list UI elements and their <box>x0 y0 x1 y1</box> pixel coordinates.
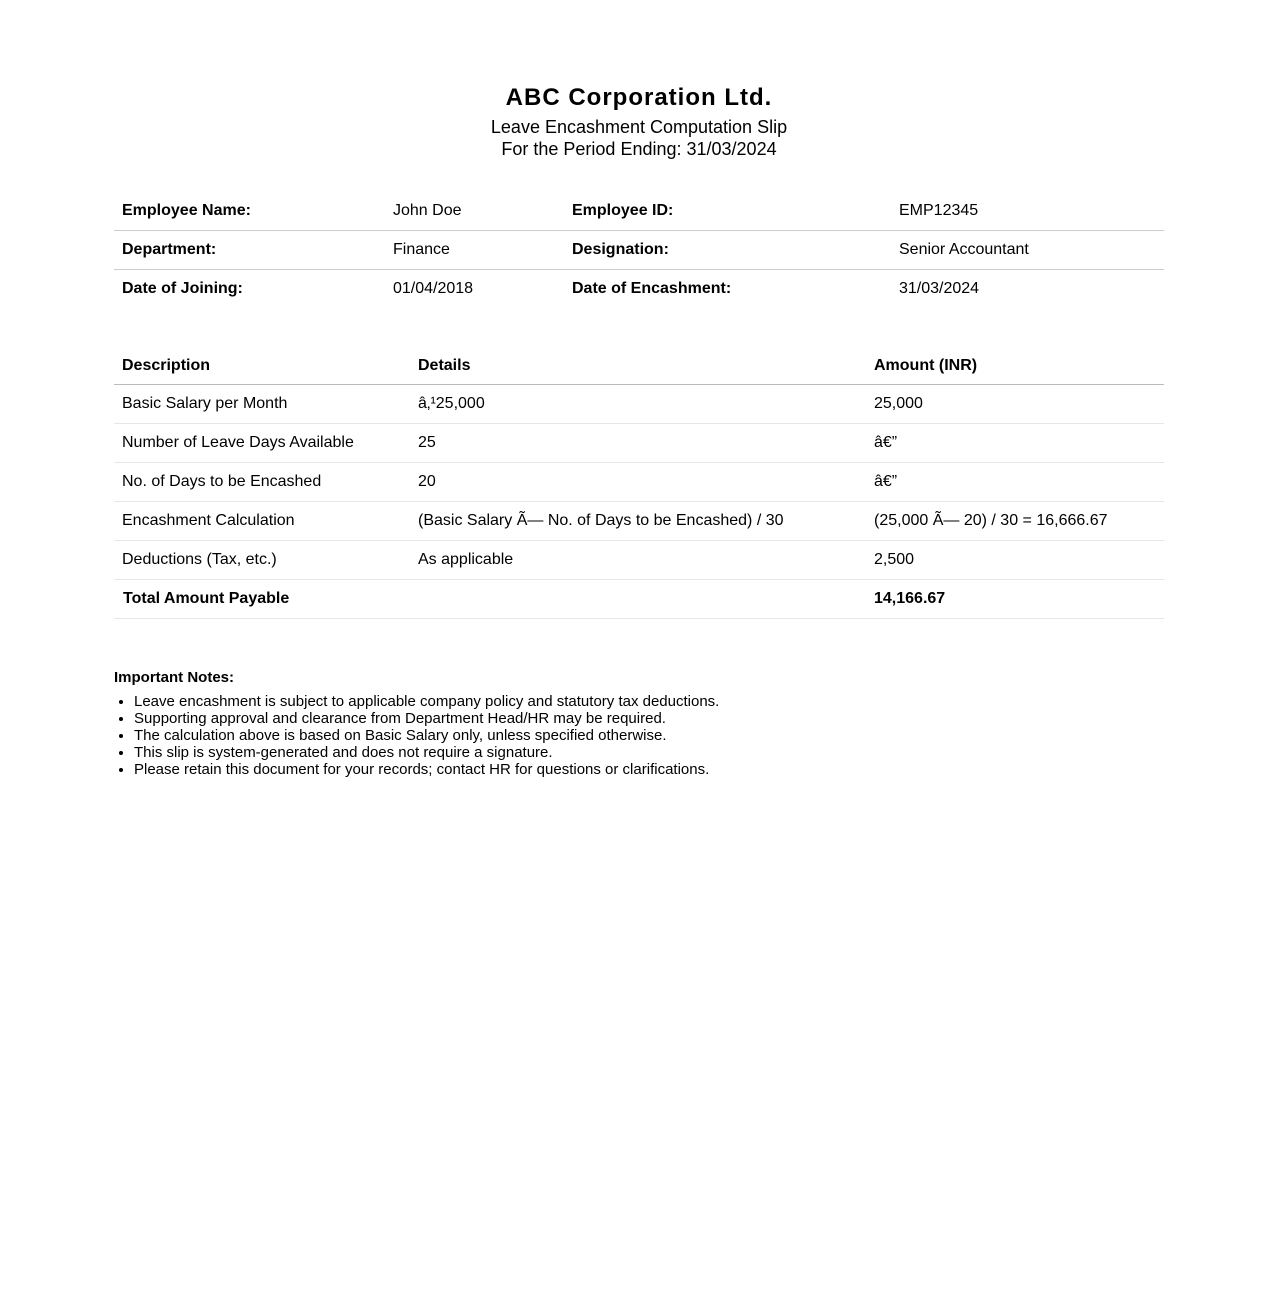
list-item: • Leave encashment is subject to applicable company policy and statutory tax deductions. <box>134 693 1164 710</box>
total-amount: 14,166.67 <box>866 580 1164 619</box>
date-of-joining-value: 01/04/2018 <box>393 280 474 297</box>
row-details: 25 <box>410 424 866 463</box>
document-header <box>114 84 1164 160</box>
period-ending: For the Period Ending: 31/03/2024 <box>501 139 777 159</box>
row-details: â‚¹25,000 <box>410 385 866 424</box>
row-amount: 25,000 <box>866 385 1164 424</box>
row-description: No. of Days to be Encashed <box>114 463 410 502</box>
column-header-amount: Amount (INR) <box>866 348 1164 385</box>
row-description: Deductions (Tax, etc.) <box>114 541 410 580</box>
computation-header-row <box>114 348 1164 385</box>
employee-id-label: Employee ID: <box>564 192 891 231</box>
designation-value: Senior Accountant <box>891 231 1164 270</box>
table-row <box>114 541 1164 580</box>
computation-table <box>114 348 1164 619</box>
row-description: Basic Salary per Month <box>114 385 410 424</box>
row-details: As applicable <box>410 541 866 580</box>
row-amount: (25,000 Ã— 20) / 30 = 16,666.67 <box>866 502 1164 541</box>
table-row <box>114 424 1164 463</box>
table-row <box>114 463 1164 502</box>
row-description: Encashment Calculation <box>114 502 410 541</box>
column-header-description: Description <box>114 348 410 385</box>
row-description: Number of Leave Days Available <box>114 424 410 463</box>
date-of-encashment-value: 31/03/2024 <box>899 280 980 297</box>
list-item: • Supporting approval and clearance from Department Head/HR may be required. <box>134 710 1164 727</box>
row-details: 20 <box>410 463 866 502</box>
list-item: • The calculation above is based on Basic Salary only, unless specified otherwise. <box>134 727 1164 744</box>
department-label: Department: <box>114 231 385 270</box>
total-row <box>114 580 1164 619</box>
important-notes <box>114 669 1164 778</box>
row-amount: 2,500 <box>866 541 1164 580</box>
department-value: Finance <box>385 231 564 270</box>
employee-id-value: EMP12345 <box>891 192 1164 231</box>
column-header-details: Details <box>410 348 866 385</box>
employee-info-row <box>114 270 1164 309</box>
row-details: (Basic Salary Ã— No. of Days to be Encashed) / 30 <box>410 502 866 541</box>
notes-list <box>114 693 1164 778</box>
total-label: Total Amount Payable <box>114 580 866 619</box>
employee-name-label: Employee Name: <box>114 192 385 231</box>
notes-title: Important Notes: <box>114 669 234 686</box>
employee-name-value: John Doe <box>385 192 564 231</box>
employee-info-row <box>114 231 1164 270</box>
document-page <box>114 0 1164 778</box>
row-amount: â€” <box>866 463 1164 502</box>
company-name: ABC Corporation Ltd. <box>505 84 773 111</box>
table-row <box>114 385 1164 424</box>
list-item: • This slip is system-generated and does not require a signature. <box>134 744 1164 761</box>
date-of-encashment-label: Date of Encashment: <box>572 280 732 297</box>
list-item: • Please retain this document for your records; contact HR for questions or clarifications. <box>134 761 1164 778</box>
date-of-joining-label: Date of Joining: <box>122 280 243 297</box>
row-amount: â€” <box>866 424 1164 463</box>
employee-info-row <box>114 192 1164 231</box>
employee-info-table <box>114 192 1164 308</box>
designation-label: Designation: <box>564 231 891 270</box>
document-title: Leave Encashment Computation Slip <box>490 117 788 137</box>
table-row <box>114 502 1164 541</box>
